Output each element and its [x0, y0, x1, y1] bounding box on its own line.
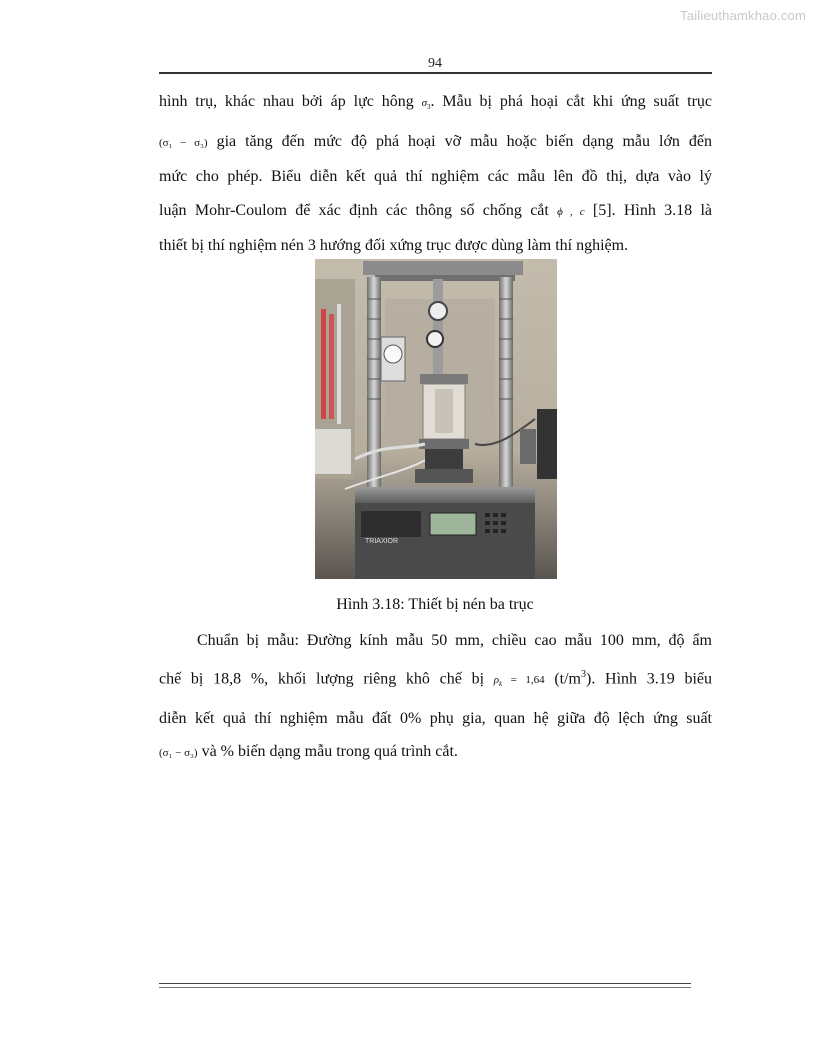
footer-rule [159, 983, 691, 984]
stress-difference-expr: (σ₁ − σ₃) [159, 136, 208, 149]
stress-difference-expr-2: (σ₁ − σ₃) [159, 747, 198, 760]
paragraph-1-line-5: thiết bị thí nghiệm nén 3 hướng đối xứng trục được dùng làm thí nghiệm. [159, 237, 629, 255]
watermark: Tailieuthamkhao.com [680, 8, 806, 23]
paragraph-1-line-1: hình trụ, khác nhau bởi áp lực hông $\sigma_3$. Mẫu bị phá hoại cắt khi ứng suất trục [159, 93, 713, 112]
rho-k-symbol: $\rho_k = 1,64$ [493, 673, 545, 689]
paragraph-1-line-3: mức cho phép. Biểu diễn kết quả thí nghiệm các mẫu lên đồ thị, dựa vào lý [159, 168, 712, 186]
paragraph-2-line-2: chế bị 18,8 %, khối lượng riêng khô chế bị $\rho_k = 1,64$ $(t/m^3)$. Hình 3.19 biểu [159, 668, 713, 689]
paragraph-2-line-4: (σ₁ − σ₃) và % biến dạng mẫu trong quá trình cắt. [159, 743, 458, 761]
paragraph-2-line-3: diễn kết quả thí nghiệm mẫu đất 0% phụ gia, quan hệ giữa độ lệch ứng suất [159, 709, 712, 727]
footer-rule-thin [159, 987, 691, 988]
device-brand-label: TRIAXIOR [365, 538, 399, 545]
paragraph-1-line-4: luận Mohr-Coulom để xác định các thông số chống cắt ϕ , c [5]. Hình 3.18 là [159, 201, 713, 219]
sigma3-symbol: $\sigma_3$ [421, 97, 431, 112]
page-number: 94 [428, 56, 442, 71]
figure-caption: Hình 3.18: Thiết bị nén ba trục [336, 596, 534, 613]
header-rule [159, 72, 712, 74]
paragraph-1-line-2: (σ₁ − σ₃) gia tăng đến mức độ phá hoại vỡ mẫu hoặc biến dạng mẫu lớn đến [159, 132, 713, 150]
triaxial-device-photo [315, 259, 557, 579]
phi-c-symbol: ϕ , c [557, 205, 585, 218]
paragraph-2-line-1: Chuẩn bị mẫu: Đường kính mẫu 50 mm, chiều cao mẫu 100 mm, độ ẩm [197, 632, 712, 649]
paragraph-1 [159, 85, 712, 263]
paragraph-2 [159, 624, 712, 771]
